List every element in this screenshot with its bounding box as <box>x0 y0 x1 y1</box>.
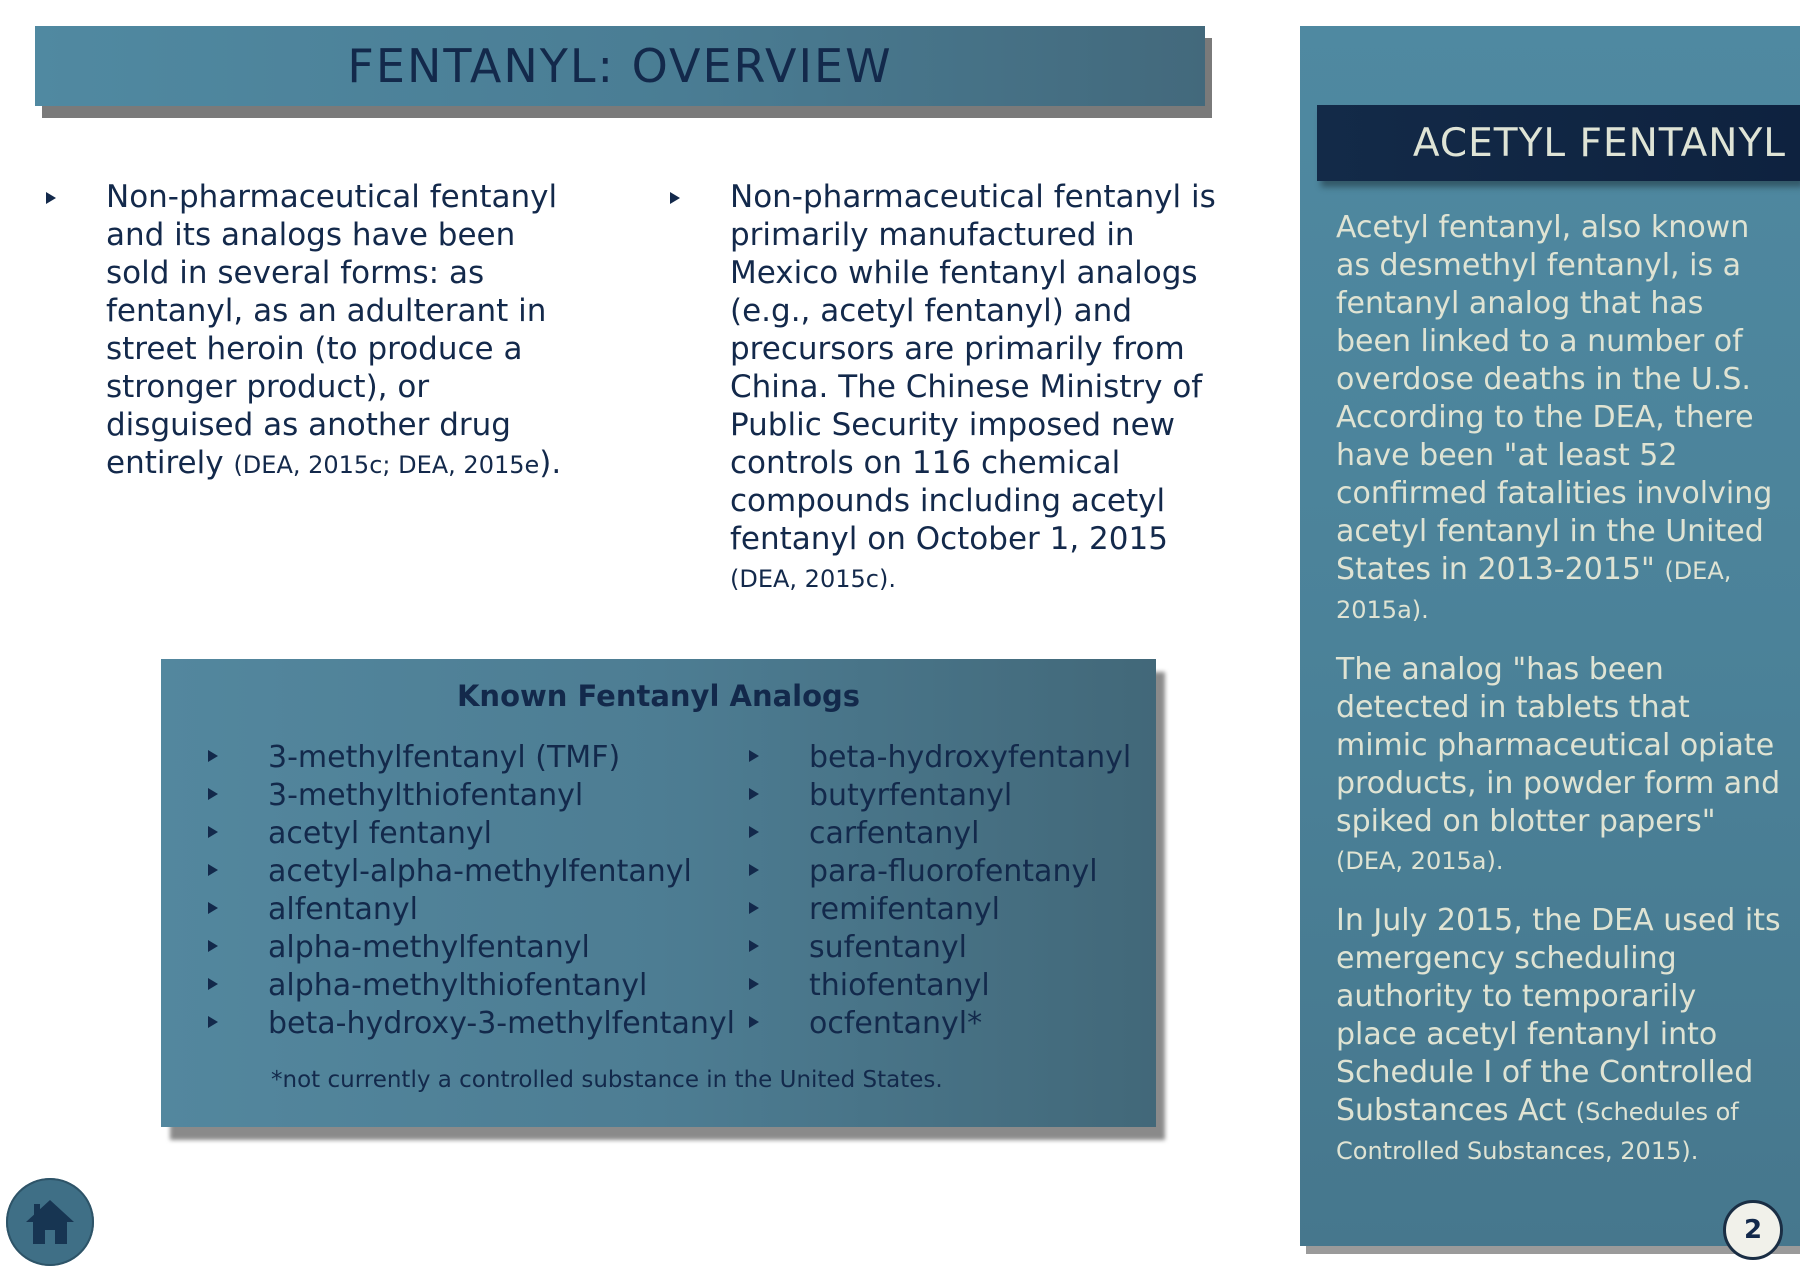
triangle-bullet-icon <box>670 192 680 204</box>
analog-list-item: carfentanyl <box>749 815 1131 853</box>
analogs-title: Known Fentanyl Analogs <box>456 679 861 713</box>
triangle-bullet-icon <box>208 1016 218 1028</box>
page-number: 2 <box>1723 1200 1783 1260</box>
triangle-bullet-icon <box>749 826 759 838</box>
triangle-bullet-icon <box>46 192 56 204</box>
analog-list-item: acetyl-alpha-methylfentanyl <box>208 853 735 891</box>
triangle-bullet-icon <box>749 864 759 876</box>
analog-list-item: thiofentanyl <box>749 967 1131 1005</box>
analog-list-item: 3-methylthiofentanyl <box>208 777 735 815</box>
citation: (DEA, 2015c; DEA, 2015e <box>233 451 540 479</box>
analogs-box <box>161 659 1156 1127</box>
title-banner <box>35 26 1205 106</box>
analog-list-item: alpha-methylfentanyl <box>208 929 735 967</box>
sidebar-paragraph: In July 2015, the DEA used its emergency scheduling authority to temporarily place acetyl fentanyl into Schedule I of the Controlled Substances Act (Schedules of Controlled Substances, 2015). <box>1336 903 1781 1165</box>
triangle-bullet-icon <box>208 788 218 800</box>
citation: (Schedules of Controlled Substances, 2015). <box>1336 1098 1739 1165</box>
sidebar-body <box>1336 209 1786 1192</box>
analog-list-item: ocfentanyl* <box>749 1005 1131 1043</box>
triangle-bullet-icon <box>208 978 218 990</box>
analog-list-item: remifentanyl <box>749 891 1131 929</box>
analogs-column-1 <box>208 739 735 1043</box>
home-button[interactable] <box>6 1178 94 1266</box>
sidebar-heading: ACETYL FENTANYL <box>1412 120 1786 166</box>
analog-list-item: acetyl fentanyl <box>208 815 735 853</box>
triangle-bullet-icon <box>749 940 759 952</box>
citation: (DEA, 2015a). <box>1336 557 1732 624</box>
triangle-bullet-icon <box>749 978 759 990</box>
sidebar-paragraph: Acetyl fentanyl, also known as desmethyl fentanyl, is a fentanyl analog that has been linked to a number of overdose deaths in the U.S. According to the DEA, there have been "at least 52 confirmed fatalities involving acetyl fentanyl in the United States in 2013-2015" (DEA, 2015a). <box>1336 210 1773 624</box>
citation: (DEA, 2015c). <box>730 565 896 593</box>
triangle-bullet-icon <box>208 750 218 762</box>
left-bullet-column <box>46 178 586 484</box>
triangle-bullet-icon <box>749 902 759 914</box>
triangle-bullet-icon <box>208 902 218 914</box>
sidebar-heading-bar <box>1317 105 1800 181</box>
bullet-text: Non-pharmaceutical fentanyl and its analogs have been sold in several forms: as fentanyl, as an adulterant in street heroin (to produce a stronger product), or disguised as another drug entirely (DEA, 2015c; DEA, 2015e). <box>106 179 562 481</box>
triangle-bullet-icon <box>749 1016 759 1028</box>
analog-list-item: sufentanyl <box>749 929 1131 967</box>
analog-list-item: 3-methylfentanyl (TMF) <box>208 739 735 777</box>
bullet-item <box>46 178 586 484</box>
citation: (DEA, 2015a). <box>1336 847 1504 875</box>
analog-list-item: beta-hydroxyfentanyl <box>749 739 1131 777</box>
bullet-text: Non-pharmaceutical fentanyl is primarily manufactured in Mexico while fentanyl analogs (e.g., acetyl fentanyl) and precursors are primarily from China. The Chinese Ministry of Public Security imposed new controls on 116 chemical compounds including acetyl fentanyl on October 1, 2015 (DEA, 2015c). <box>730 179 1216 593</box>
right-bullet-column <box>670 178 1230 598</box>
analogs-footnote: *not currently a controlled substance in the United States. <box>271 1067 943 1093</box>
analog-list-item: para-fluorofentanyl <box>749 853 1131 891</box>
sidebar-paragraph: The analog "has been detected in tablets that mimic pharmaceutical opiate products, in powder form and spiked on blotter papers" (DEA, 2015a). <box>1336 652 1781 875</box>
analog-list-item: alfentanyl <box>208 891 735 929</box>
analogs-column-2 <box>749 739 1131 1043</box>
page-title: FENTANYL: OVERVIEW <box>347 39 893 93</box>
triangle-bullet-icon <box>208 940 218 952</box>
analog-list-item: alpha-methylthiofentanyl <box>208 967 735 1005</box>
analog-list-item: butyrfentanyl <box>749 777 1131 815</box>
triangle-bullet-icon <box>749 788 759 800</box>
triangle-bullet-icon <box>749 750 759 762</box>
analog-list-item: beta-hydroxy-3-methylfentanyl <box>208 1005 735 1043</box>
bullet-item <box>670 178 1230 598</box>
home-icon <box>24 1196 76 1248</box>
triangle-bullet-icon <box>208 864 218 876</box>
triangle-bullet-icon <box>208 826 218 838</box>
